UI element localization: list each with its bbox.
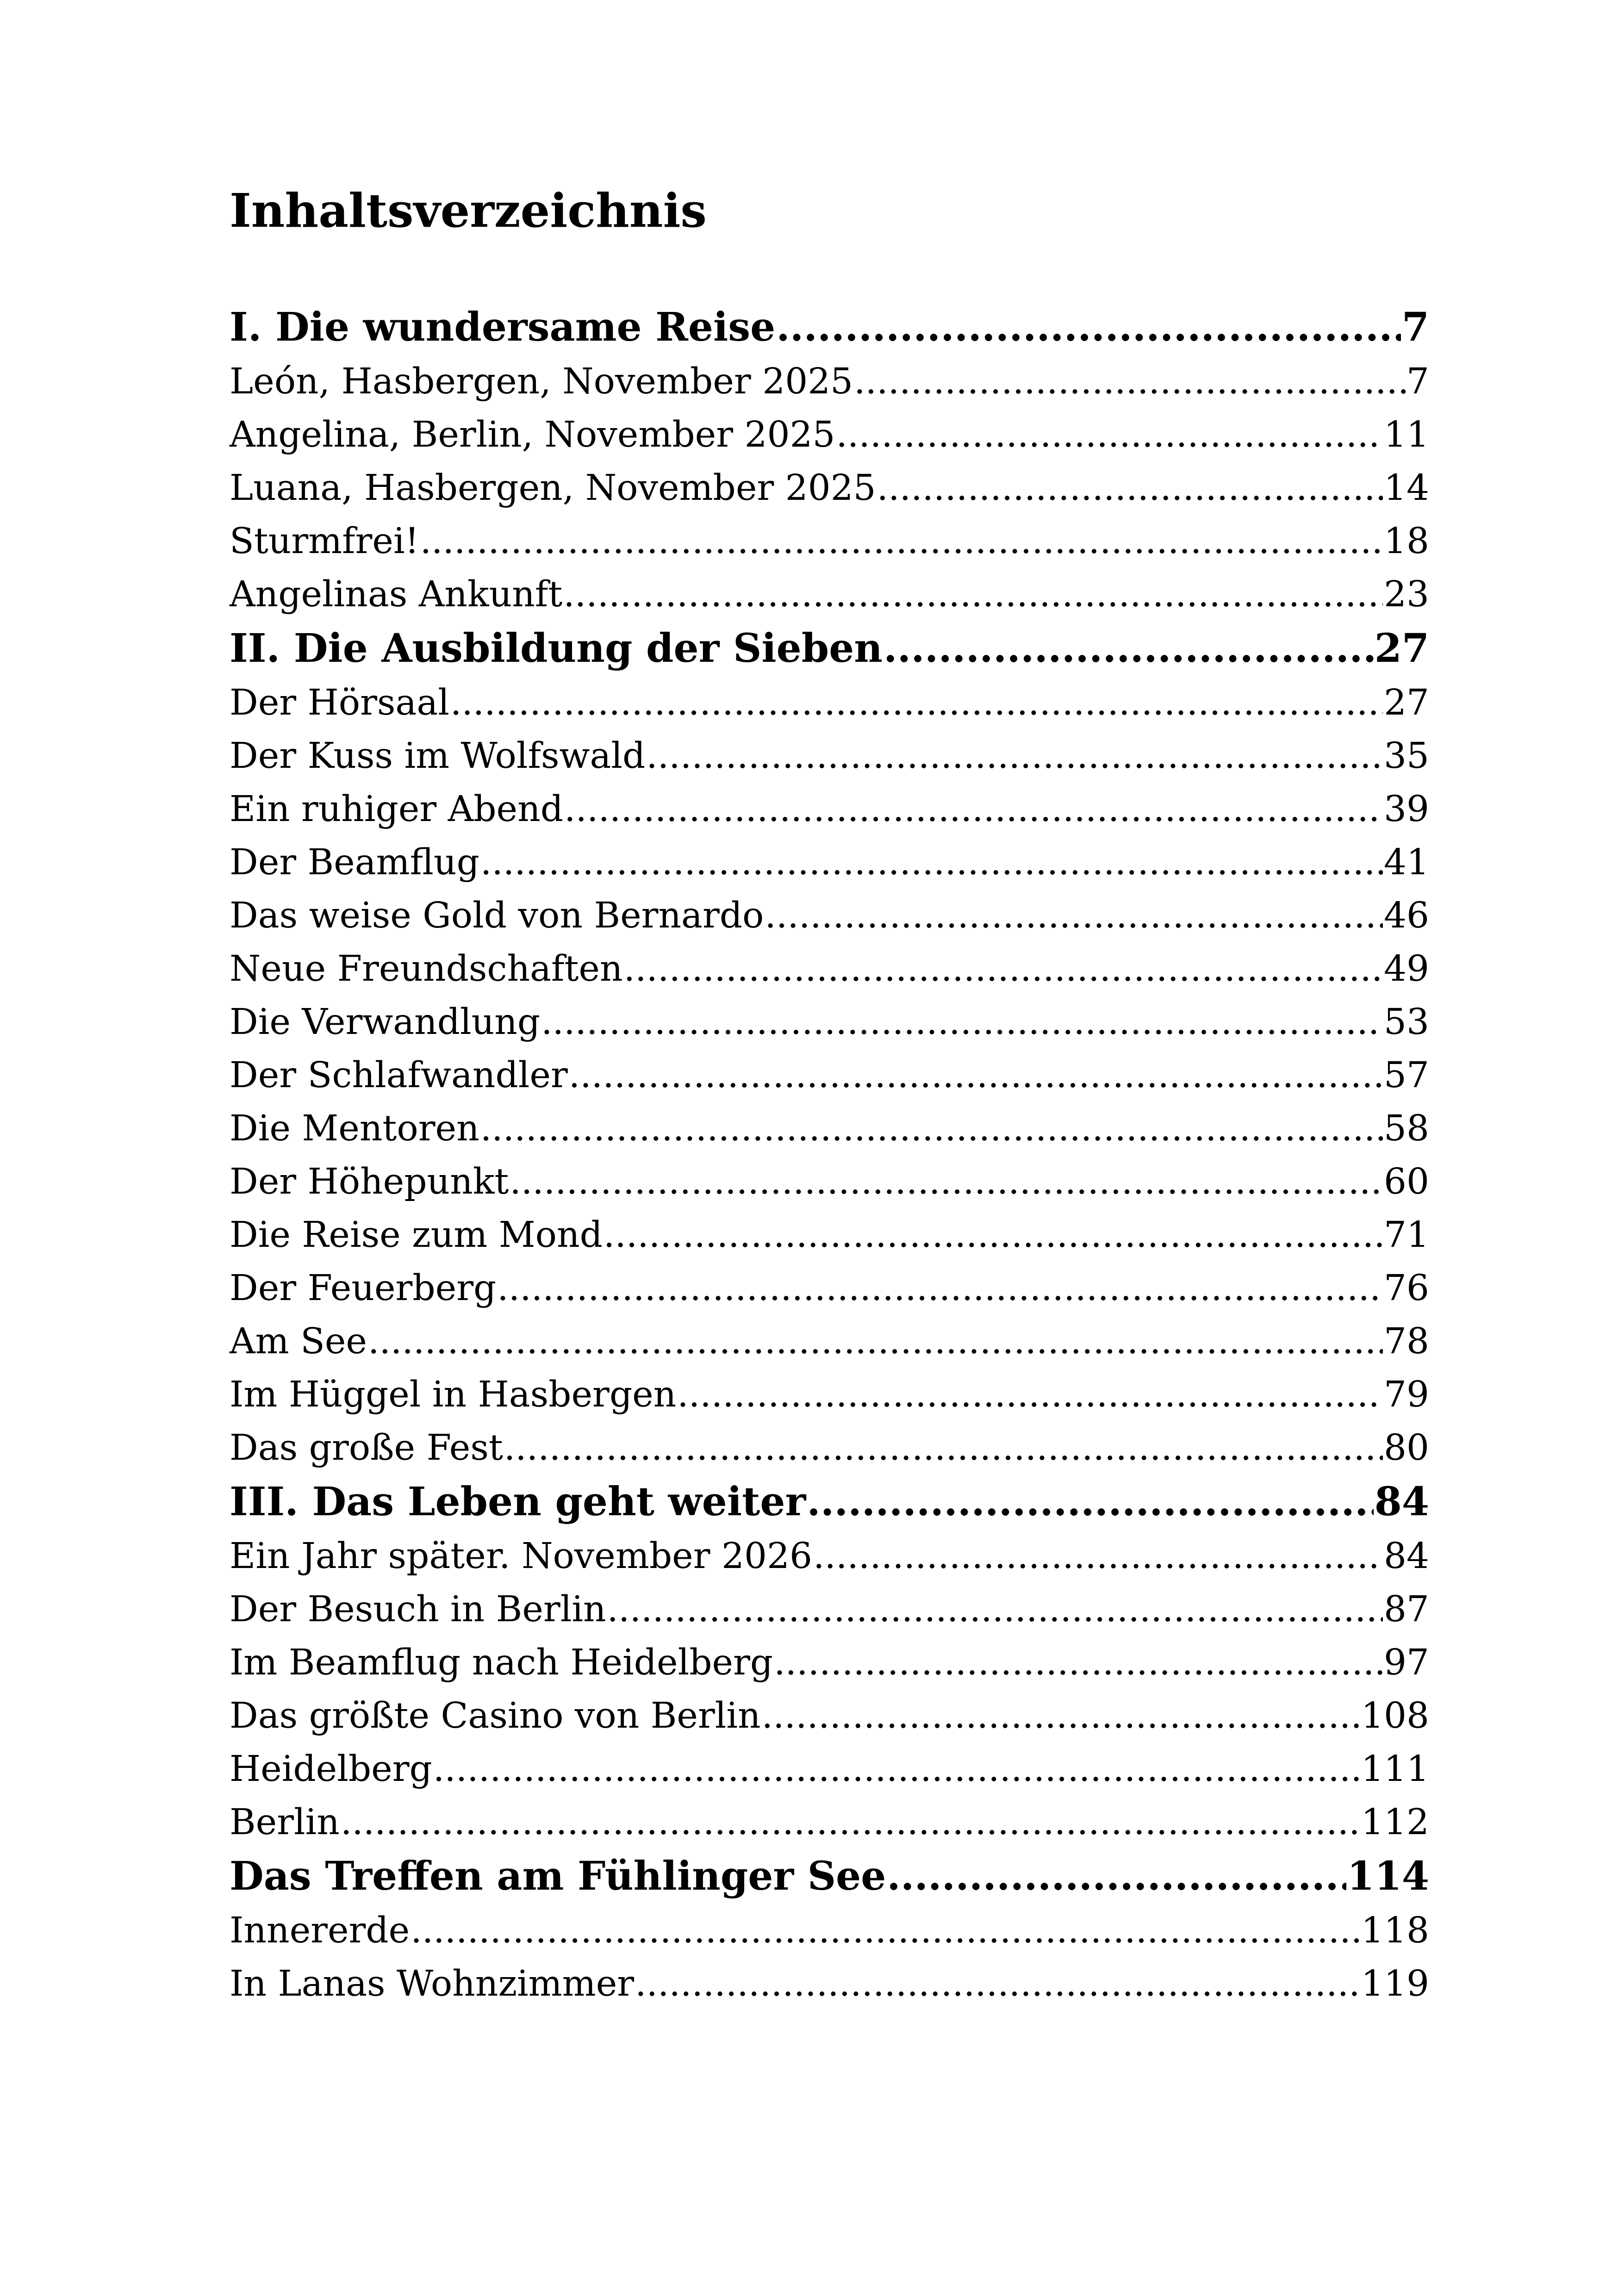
toc-part-entry (230, 621, 1429, 676)
toc-entry-title: Neue Freundschaften (230, 948, 623, 989)
toc-page-number: 80 (1384, 1427, 1429, 1468)
toc-chapter-entry (230, 836, 1429, 889)
toc-page-number: 7 (1406, 361, 1429, 402)
toc-page-number: 84 (1384, 1536, 1429, 1577)
toc-dot-leader (836, 408, 1383, 461)
toc-chapter-entry (230, 1904, 1429, 1957)
toc-page-number: 27 (1374, 625, 1429, 672)
toc-dot-leader (450, 676, 1383, 729)
toc-entry-title: Der Höhepunkt (230, 1161, 509, 1202)
toc-page-number: 60 (1384, 1161, 1429, 1202)
toc-dot-leader (774, 1636, 1383, 1689)
toc-page-number: 46 (1384, 895, 1429, 936)
toc-page-number: 58 (1384, 1108, 1429, 1149)
toc-page-number: 76 (1384, 1268, 1429, 1309)
toc-dot-leader (635, 1957, 1360, 2010)
toc-dot-leader (433, 1742, 1360, 1796)
toc-dot-leader (480, 836, 1383, 889)
toc-page-number: 108 (1361, 1695, 1429, 1736)
toc-dot-leader (887, 1849, 1346, 1904)
toc-entry-title: Angelinas Ankunft (230, 574, 563, 615)
toc-entry-title: Der Feuerberg (230, 1268, 497, 1309)
toc-entry-title: Berlin (230, 1802, 340, 1843)
toc-page-number: 119 (1361, 1963, 1429, 2004)
toc-page-number: 114 (1347, 1853, 1429, 1899)
toc-entry-title: Die Mentoren (230, 1108, 479, 1149)
toc-chapter-entry (230, 568, 1429, 621)
toc-dot-leader (341, 1796, 1360, 1849)
toc-chapter-entry (230, 1155, 1429, 1208)
toc-dot-leader (677, 1368, 1383, 1421)
toc-dot-leader (807, 1475, 1373, 1530)
toc-chapter-entry (230, 729, 1429, 783)
toc-dot-leader (569, 1049, 1383, 1102)
toc-dot-leader (646, 729, 1383, 783)
toc-entry-title: Die Reise zum Mond (230, 1214, 603, 1256)
toc-entry-title: Das Treffen am Fühlinger See (230, 1853, 886, 1899)
toc-entry-title: Innererde (230, 1910, 410, 1951)
toc-entry-title: León, Hasbergen, November 2025 (230, 361, 853, 402)
toc-dot-leader (762, 1689, 1360, 1742)
toc-chapter-entry (230, 1102, 1429, 1155)
toc-entry-title: Das weise Gold von Bernardo (230, 895, 764, 936)
toc-entry-title: Das größte Casino von Berlin (230, 1695, 761, 1736)
toc-entry-title: In Lanas Wohnzimmer (230, 1963, 635, 2004)
toc-entry-title: III. Das Leben geht weiter (230, 1479, 806, 1525)
toc-dot-leader (368, 1315, 1383, 1368)
toc-chapter-entry (230, 783, 1429, 836)
toc-entry-title: Die Verwandlung (230, 1002, 541, 1043)
toc-chapter-entry (230, 996, 1429, 1049)
toc-dot-leader (480, 1102, 1383, 1155)
toc-page-number: 11 (1384, 414, 1429, 455)
toc-chapter-entry (230, 676, 1429, 729)
toc-page-number: 14 (1384, 467, 1429, 509)
toc-page-number: 57 (1384, 1055, 1429, 1096)
toc-chapter-entry (230, 1049, 1429, 1102)
toc-page-number: 39 (1384, 789, 1429, 830)
toc-chapter-entry (230, 942, 1429, 996)
toc-chapter-entry (230, 515, 1429, 568)
toc-page-number: 84 (1374, 1479, 1429, 1525)
toc-dot-leader (854, 355, 1406, 408)
toc-entry-title: Der Kuss im Wolfswald (230, 735, 646, 777)
toc-chapter-entry (230, 1530, 1429, 1583)
toc-chapter-entry (230, 1636, 1429, 1689)
toc-page-number: 87 (1384, 1589, 1429, 1630)
toc-entry-title: Das große Fest (230, 1427, 503, 1468)
toc-entry-title: Luana, Hasbergen, November 2025 (230, 467, 876, 509)
toc-page-number: 7 (1401, 304, 1429, 350)
toc-page-number: 78 (1384, 1321, 1429, 1362)
toc-entry-title: Heidelberg (230, 1748, 432, 1790)
toc-entry-title: II. Die Ausbildung der Sieben (230, 625, 883, 672)
toc-page-number: 111 (1361, 1748, 1429, 1790)
toc-dot-leader (420, 515, 1383, 568)
toc-page-number: 79 (1384, 1374, 1429, 1415)
toc-entry-title: Im Hüggel in Hasbergen (230, 1374, 677, 1415)
toc-dot-leader (504, 1421, 1383, 1475)
toc-page-number: 18 (1384, 521, 1429, 562)
toc-list (230, 300, 1429, 2010)
toc-chapter-entry (230, 889, 1429, 942)
toc-entry-title: Der Hörsaal (230, 682, 449, 723)
toc-part-entry (230, 1849, 1429, 1904)
toc-dot-leader (765, 889, 1383, 942)
toc-dot-leader (510, 1155, 1383, 1208)
toc-entry-title: Ein Jahr später. November 2026 (230, 1536, 812, 1577)
toc-page-number: 49 (1384, 948, 1429, 989)
toc-dot-leader (564, 783, 1383, 836)
toc-chapter-entry (230, 1262, 1429, 1315)
toc-page-number: 35 (1384, 735, 1429, 777)
toc-chapter-entry (230, 461, 1429, 515)
toc-dot-leader (411, 1904, 1360, 1957)
toc-page-number: 41 (1384, 842, 1429, 883)
toc-part-entry (230, 300, 1429, 355)
toc-page-number: 23 (1384, 574, 1429, 615)
toc-dot-leader (884, 621, 1374, 676)
toc-chapter-entry (230, 1742, 1429, 1796)
toc-dot-leader (813, 1530, 1383, 1583)
toc-chapter-entry (230, 408, 1429, 461)
toc-chapter-entry (230, 355, 1429, 408)
toc-chapter-entry (230, 1208, 1429, 1262)
toc-chapter-entry (230, 1957, 1429, 2010)
toc-entry-title: Der Schlafwandler (230, 1055, 568, 1096)
toc-chapter-entry (230, 1796, 1429, 1849)
toc-chapter-entry (230, 1583, 1429, 1636)
toc-page-number: 53 (1384, 1002, 1429, 1043)
toc-page-number: 27 (1384, 682, 1429, 723)
toc-entry-title: Am See (230, 1321, 367, 1362)
toc-page-number: 118 (1361, 1910, 1429, 1951)
toc-chapter-entry (230, 1368, 1429, 1421)
toc-entry-title: I. Die wundersame Reise (230, 304, 776, 350)
toc-part-entry (230, 1475, 1429, 1530)
toc-dot-leader (776, 300, 1401, 355)
toc-chapter-entry (230, 1315, 1429, 1368)
toc-dot-leader (563, 568, 1383, 621)
toc-entry-title: Im Beamflug nach Heidelberg (230, 1642, 773, 1683)
toc-dot-leader (497, 1262, 1383, 1315)
toc-entry-title: Der Besuch in Berlin (230, 1589, 606, 1630)
toc-chapter-entry (230, 1421, 1429, 1475)
toc-dot-leader (607, 1583, 1383, 1636)
toc-entry-title: Ein ruhiger Abend (230, 789, 564, 830)
toc-dot-leader (604, 1208, 1383, 1262)
toc-page-number: 112 (1361, 1802, 1429, 1843)
toc-dot-leader (877, 461, 1383, 515)
toc-entry-title: Der Beamflug (230, 842, 479, 883)
toc-dot-leader (624, 942, 1383, 996)
page-title: Inhaltsverzeichnis (230, 183, 707, 238)
toc-page-number: 71 (1384, 1214, 1429, 1256)
toc-dot-leader (541, 996, 1383, 1049)
toc-page-number: 97 (1384, 1642, 1429, 1683)
toc-entry-title: Angelina, Berlin, November 2025 (230, 414, 835, 455)
toc-chapter-entry (230, 1689, 1429, 1742)
toc-entry-title: Sturmfrei! (230, 521, 419, 562)
